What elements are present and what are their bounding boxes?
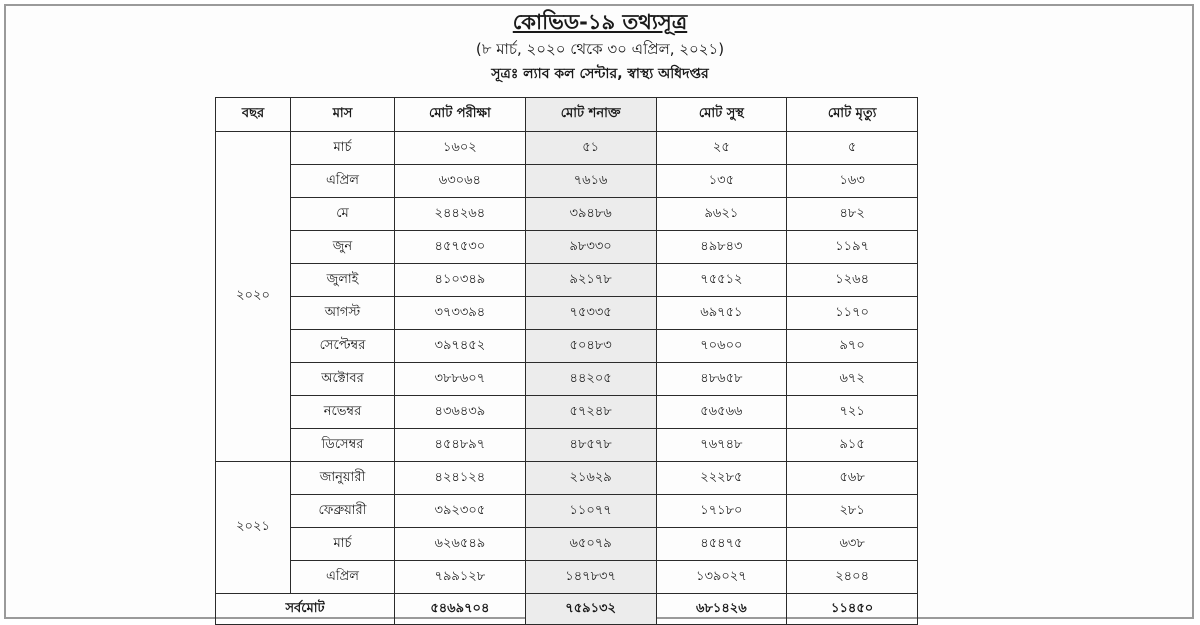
deaths-cell: ৫ — [787, 132, 918, 165]
cases-cell: ৪৪২০৫ — [525, 363, 656, 396]
recovered-cell: ১৩৯০২৭ — [656, 561, 787, 594]
header-month: মাস — [291, 98, 395, 132]
table-row — [216, 231, 918, 264]
tests-cell: ৩৭৩৩৯৪ — [395, 297, 526, 330]
tests-cell: ৪৩৬৪৩৯ — [395, 396, 526, 429]
total-tests: ৫৪৬৯৭০৪ — [395, 594, 526, 625]
month-cell: জুলাই — [291, 264, 395, 297]
total-cases: ৭৫৯১৩২ — [525, 594, 656, 625]
recovered-cell: ৬৯৭৫১ — [656, 297, 787, 330]
deaths-cell: ২৮১ — [787, 495, 918, 528]
total-recovered: ৬৮১৪২৬ — [656, 594, 787, 625]
recovered-cell: ১৩৫ — [656, 165, 787, 198]
table-body — [216, 132, 918, 594]
tests-cell: ১৬০২ — [395, 132, 526, 165]
recovered-cell: ৫৬৫৬৬ — [656, 396, 787, 429]
cases-cell: ৩৯৪৮৬ — [525, 198, 656, 231]
deaths-cell: ৯১৫ — [787, 429, 918, 462]
table-row — [216, 330, 918, 363]
recovered-cell: ৪৮৬৫৮ — [656, 363, 787, 396]
month-cell: ফেব্রুয়ারী — [291, 495, 395, 528]
month-cell: মার্চ — [291, 528, 395, 561]
cases-cell: ১১০৭৭ — [525, 495, 656, 528]
year-cell: ২০২০ — [216, 132, 291, 462]
table-row — [216, 429, 918, 462]
total-deaths: ১১৪৫০ — [787, 594, 918, 625]
recovered-cell: ৯৬২১ — [656, 198, 787, 231]
deaths-cell: ৪৮২ — [787, 198, 918, 231]
month-cell: আগস্ট — [291, 297, 395, 330]
header-deaths: মোট মৃত্যু — [787, 98, 918, 132]
year-cell: ২০২১ — [216, 462, 291, 594]
header-recovered: মোট সুস্থ — [656, 98, 787, 132]
tests-cell: ৬৩০৬৪ — [395, 165, 526, 198]
tests-cell: ৩৯৭৪৫২ — [395, 330, 526, 363]
table-row — [216, 363, 918, 396]
table-row — [216, 462, 918, 495]
month-cell: মার্চ — [291, 132, 395, 165]
deaths-cell: ১২৬৪ — [787, 264, 918, 297]
table-footer — [216, 594, 918, 625]
cases-cell: ৭৬১৬ — [525, 165, 656, 198]
table-row — [216, 198, 918, 231]
tests-cell: ৩৮৮৬০৭ — [395, 363, 526, 396]
cases-cell: ১৪৭৮৩৭ — [525, 561, 656, 594]
tests-cell: ৪৫৭৫৩০ — [395, 231, 526, 264]
tests-cell: ২৪৪২৬৪ — [395, 198, 526, 231]
recovered-cell: ৪৫৪৭৫ — [656, 528, 787, 561]
recovered-cell: ৭৬৭৪৮ — [656, 429, 787, 462]
month-cell: জুন — [291, 231, 395, 264]
tests-cell: ৭৯৯১২৮ — [395, 561, 526, 594]
cases-cell: ৯৮৩৩০ — [525, 231, 656, 264]
tests-cell: ৪২৪১২৪ — [395, 462, 526, 495]
deaths-cell: ৬৩৮ — [787, 528, 918, 561]
total-row — [216, 594, 918, 625]
deaths-cell: ৭২১ — [787, 396, 918, 429]
deaths-cell: ৫৬৮ — [787, 462, 918, 495]
table-header — [216, 98, 918, 132]
table-row — [216, 561, 918, 594]
month-cell: এপ্রিল — [291, 561, 395, 594]
header-year: বছর — [216, 98, 291, 132]
month-cell: অক্টোবর — [291, 363, 395, 396]
date-range-subtitle: (৮ মার্চ, ২০২০ থেকে ৩০ এপ্রিল, ২০২১) — [475, 40, 725, 58]
tests-cell: ৪৫৪৮৯৭ — [395, 429, 526, 462]
cases-cell: ৫১ — [525, 132, 656, 165]
tests-cell: ৪১০৩৪৯ — [395, 264, 526, 297]
month-cell: মে — [291, 198, 395, 231]
table-row — [216, 264, 918, 297]
cases-cell: ৫৭২৪৮ — [525, 396, 656, 429]
table-row — [216, 495, 918, 528]
recovered-cell: ৪৯৮৪৩ — [656, 231, 787, 264]
header-cases: মোট শনাক্ত — [525, 98, 656, 132]
recovered-cell: ২৫ — [656, 132, 787, 165]
deaths-cell: ২৪০৪ — [787, 561, 918, 594]
table-row — [216, 132, 918, 165]
tests-cell: ৬২৬৫৪৯ — [395, 528, 526, 561]
recovered-cell: ১৭১৮০ — [656, 495, 787, 528]
cases-cell: ৭৫৩৩৫ — [525, 297, 656, 330]
table-row — [216, 165, 918, 198]
table-row — [216, 297, 918, 330]
source-note: সূত্রঃ ল্যাব কল সেন্টার, স্বাস্থ্য অধিদপ্তর — [491, 66, 709, 82]
month-cell: সেপ্টেম্বর — [291, 330, 395, 363]
table-row — [216, 528, 918, 561]
cases-cell: ৪৮৫৭৮ — [525, 429, 656, 462]
table-header-row — [216, 98, 918, 132]
month-cell: জানুয়ারী — [291, 462, 395, 495]
cases-cell: ৬৫০৭৯ — [525, 528, 656, 561]
tests-cell: ৩৯২৩০৫ — [395, 495, 526, 528]
deaths-cell: ১১৭০ — [787, 297, 918, 330]
header-tests: মোট পরীক্ষা — [395, 98, 526, 132]
deaths-cell: ১৬৩ — [787, 165, 918, 198]
deaths-cell: ৯৭০ — [787, 330, 918, 363]
recovered-cell: ৭০৬০০ — [656, 330, 787, 363]
cases-cell: ৫০৪৮৩ — [525, 330, 656, 363]
covid-stats-table — [215, 97, 918, 625]
cases-cell: ২১৬২৯ — [525, 462, 656, 495]
total-label: সর্বমোট — [216, 594, 395, 625]
table-row — [216, 396, 918, 429]
cases-cell: ৯২১৭৮ — [525, 264, 656, 297]
deaths-cell: ১১৯৭ — [787, 231, 918, 264]
month-cell: এপ্রিল — [291, 165, 395, 198]
month-cell: নভেম্বর — [291, 396, 395, 429]
page-title: কোভিড-১৯ তথ্যসূত্র — [512, 10, 688, 34]
recovered-cell: ২২২৮৫ — [656, 462, 787, 495]
month-cell: ডিসেম্বর — [291, 429, 395, 462]
deaths-cell: ৬৭২ — [787, 363, 918, 396]
recovered-cell: ৭৫৫১২ — [656, 264, 787, 297]
